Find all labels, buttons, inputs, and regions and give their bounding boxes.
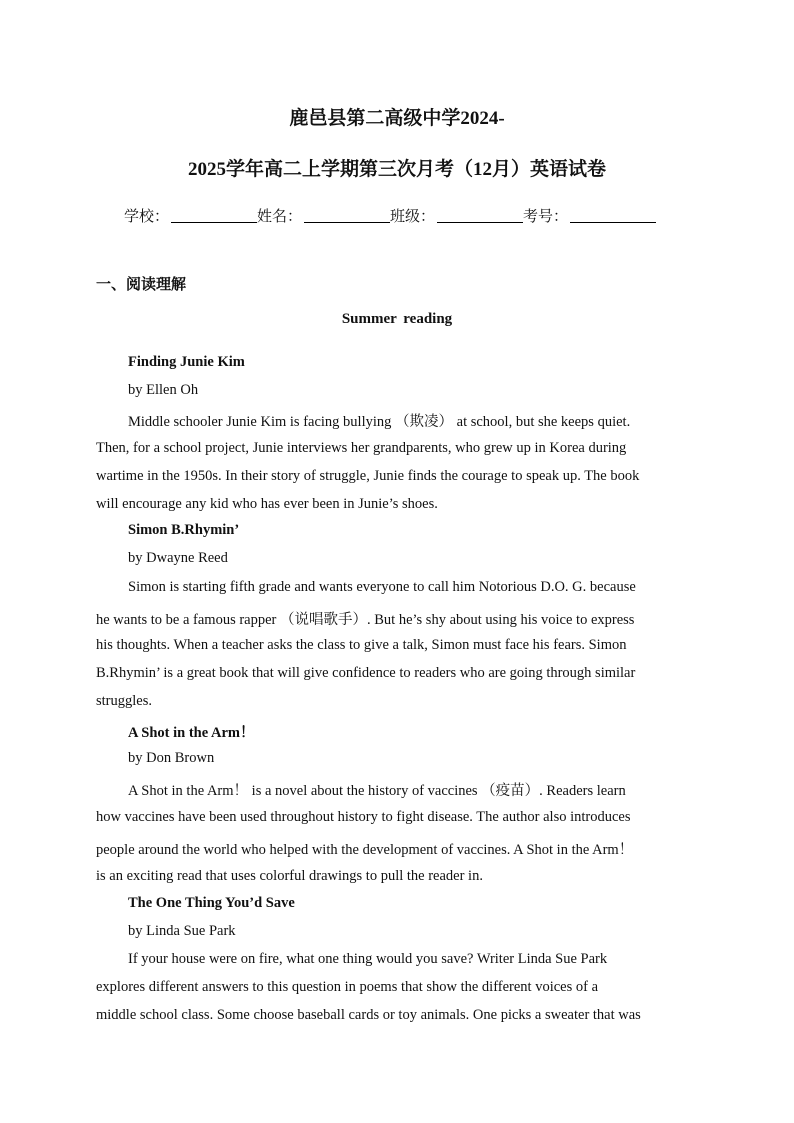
paragraph-line: he wants to be a famous rapper （说唱歌手）. But he’s shy about using his voice to express: [96, 612, 635, 628]
paragraph-line: A Shot in the Arm！ is a novel about the history of vaccines （疫苗）. Readers learn: [128, 783, 626, 799]
paragraph-line: people around the world who helped with the development of vaccines. A Shot in the Arm！: [96, 842, 634, 858]
book-author: by Don Brown: [128, 750, 215, 766]
paragraph-line: middle school class. Some choose baseball cards or toy animals. One picks a sweater that was: [96, 1007, 641, 1023]
paragraph-line: how vaccines have been used throughout history to fight disease. The author also introduces: [96, 809, 631, 825]
exam-number-blank[interactable]: [570, 208, 656, 223]
class-blank[interactable]: [437, 208, 523, 223]
name-label: 姓名：: [257, 207, 303, 225]
paragraph-line: Simon is starting fifth grade and wants everyone to call him Notorious D.O. G. because: [128, 579, 636, 595]
paragraph-line: struggles.: [96, 693, 152, 709]
paragraph-line: Middle schooler Junie Kim is facing bullying （欺凌） at school, but she keeps quiet.: [128, 414, 631, 430]
school-blank[interactable]: [171, 208, 257, 223]
paragraph-line: B.Rhymin’ is a great book that will give confidence to readers who are going through similar: [96, 665, 636, 681]
paragraph-line: his thoughts. When a teacher asks the class to give a talk, Simon must face his fears. Simon: [96, 637, 627, 653]
exam-number-label: 考号：: [523, 207, 569, 225]
paragraph-line: If your house were on fire, what one thing would you save? Writer Linda Sue Park: [128, 951, 608, 967]
book-title: The One Thing You’d Save: [128, 895, 295, 911]
student-info-row: [124, 205, 656, 226]
class-label: 班级：: [390, 207, 436, 225]
book-author: by Linda Sue Park: [128, 923, 236, 939]
book-author: by Ellen Oh: [128, 382, 199, 398]
paragraph-line: will encourage any kid who has ever been in Junie’s shoes.: [96, 496, 438, 512]
book-title: Finding Junie Kim: [128, 354, 245, 370]
paragraph-line: Then, for a school project, Junie interviews her grandparents, who grew up in Korea during: [96, 440, 627, 456]
paragraph-line: wartime in the 1950s. In their story of struggle, Junie finds the courage to speak up. The book: [96, 468, 640, 484]
book-title: Simon B.Rhymin’: [128, 522, 240, 538]
school-label: 学校：: [124, 207, 170, 225]
passage-title: Summer reading: [341, 311, 453, 327]
book-author: by Dwayne Reed: [128, 550, 228, 566]
section-heading: 一、阅读理解: [96, 275, 187, 293]
paragraph-line: explores different answers to this question in poems that show the different voices of a: [96, 979, 599, 995]
name-blank[interactable]: [304, 208, 390, 223]
exam-title-line-1: 鹿邑县第二高级中学2024-: [289, 108, 505, 129]
book-title: A Shot in the Arm！: [128, 725, 255, 741]
paragraph-line: is an exciting read that uses colorful drawings to pull the reader in.: [96, 868, 483, 884]
exam-title-line-2: 2025学年高二上学期第三次月考（12月）英语试卷: [187, 159, 606, 180]
